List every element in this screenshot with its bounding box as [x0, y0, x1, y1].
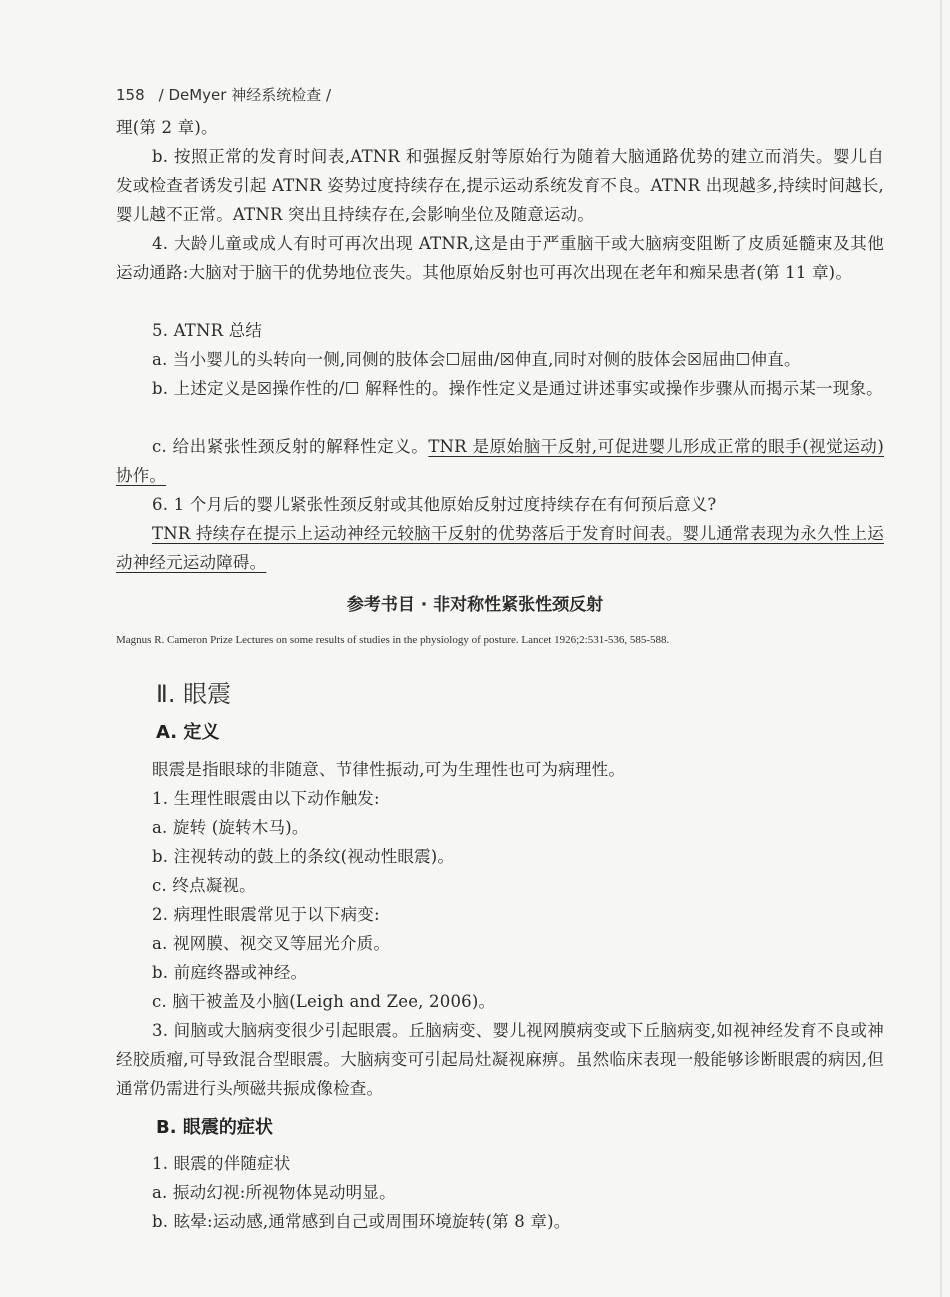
- paragraph-question-6: 6. 1 个月后的婴儿紧张性颈反射或其他原始反射过度持续存在有何预后意义?: [152, 495, 717, 514]
- question-text: c. 给出紧张性颈反射的解释性定义。: [152, 437, 429, 456]
- list-item: 1. 眼震的伴随症状: [152, 1154, 291, 1173]
- list-item: 2. 病理性眼震常见于以下病变:: [152, 905, 380, 924]
- page-edge-shadow: [940, 0, 942, 1297]
- subsection-a-title: A. 定义: [156, 722, 220, 743]
- list-item: c. 脑干被盖及小脑(Leigh and Zee, 2006)。: [152, 992, 496, 1011]
- running-title: / DeMyer 神经系统检查 /: [158, 86, 332, 104]
- list-item: b. 眩晕:运动感,通常感到自己或周围环境旋转(第 8 章)。: [152, 1212, 571, 1231]
- list-item: a. 振动幻视:所视物体晃动明显。: [152, 1183, 396, 1202]
- paragraph-summary-c: [116, 432, 884, 490]
- list-item: b. 前庭终器或神经。: [152, 963, 308, 982]
- paragraph-atnr-b: b. 按照正常的发育时间表,ATNR 和强握反射等原始行为随着大脑通路优势的建立而消失。婴儿自发或检查者诱发引起 ATNR 姿势过度持续存在,提示运动系统发育不良。ATNR 出现越多,持续时间越长,婴儿越不正常。ATNR 突出且持续存在,会影响坐位及随意运动。: [116, 147, 884, 224]
- running-header: [116, 84, 331, 105]
- answer-text: TNR 是原始脑干反射,可促进婴儿形成正常的眼手(视觉运动)协作。: [116, 437, 884, 485]
- paragraph-continuation: 理(第 2 章)。: [116, 118, 218, 137]
- references-title: 参考书目 · 非对称性紧张性颈反射: [346, 595, 604, 615]
- paragraph-encephalic: 3. 间脑或大脑病变很少引起眼震。丘脑病变、婴儿视网膜病变或下丘脑病变,如视神经发育不良或神经胶质瘤,可导致混合型眼震。大脑病变可引起局灶凝视麻痹。虽然临床表现一般能够诊断眼震的病因,但通常仍需进行头颅磁共振成像检查。: [116, 1021, 884, 1098]
- page-number: 158: [116, 86, 145, 104]
- paragraph-summary-b: b. 上述定义是☒操作性的/☐ 解释性的。操作性定义是通过讲述事实或操作步骤从而揭示某一现象。: [152, 379, 883, 398]
- paragraph-answer-6: TNR 持续存在提示上运动神经元较脑干反射的优势落后于发育时间表。婴儿通常表现为永久性上运动神经元运动障碍。: [116, 524, 884, 572]
- reference-item: Magnus R. Cameron Prize Lectures on some results of studies in the physiology of posture. Lancet 1926;2:531-536, 585-588.: [116, 634, 670, 646]
- definition-text: 眼震是指眼球的非随意、节律性振动,可为生理性也可为病理性。: [152, 760, 626, 779]
- list-item: 1. 生理性眼震由以下动作触发:: [152, 789, 380, 808]
- list-item: c. 终点凝视。: [152, 876, 256, 895]
- paragraph-summary-a: a. 当小婴儿的头转向一侧,同侧的肢体会☐屈曲/☒伸直,同时对侧的肢体会☒屈曲☐伸直。: [152, 350, 801, 369]
- paragraph-atnr-4: 4. 大龄儿童或成人有时可再次出现 ATNR,这是由于严重脑干或大脑病变阻断了皮质延髓束及其他运动通路:大脑对于脑干的优势地位丧失。其他原始反射也可再次出现在老年和痴呆患者(第 11 章)。: [116, 234, 884, 282]
- list-item: a. 旋转 (旋转木马)。: [152, 818, 309, 837]
- list-item: a. 视网膜、视交叉等屈光介质。: [152, 934, 391, 953]
- list-item: b. 注视转动的鼓上的条纹(视动性眼震)。: [152, 847, 455, 866]
- section-title: Ⅱ. 眼震: [156, 680, 232, 708]
- paragraph-atnr-summary: 5. ATNR 总结: [152, 321, 263, 340]
- subsection-b-title: B. 眼震的症状: [156, 1117, 273, 1138]
